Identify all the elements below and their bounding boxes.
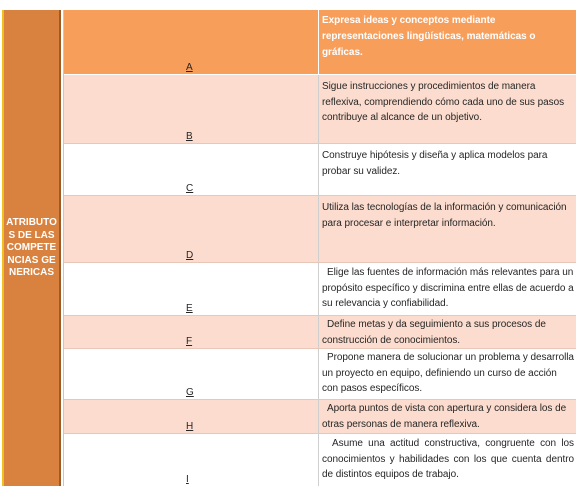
table-row-a — [64, 10, 576, 75]
letter-cell — [64, 316, 319, 348]
row-description: Aporta puntos de vista con apertura y considera los de otras personas de manera reflexiva. — [322, 403, 567, 430]
row-letter: C — [186, 183, 194, 194]
row-description: Define metas y da seguimiento a sus procesos de construcción de conocimientos. — [322, 319, 546, 346]
attributes-sidebar — [2, 10, 61, 486]
letter-cell — [64, 10, 319, 74]
table-row-h — [64, 400, 576, 434]
letter-cell — [64, 263, 319, 315]
attributes-sidebar-label: ATRIBUTOS DE LAS COMPETENCIAS GENERICAS — [6, 217, 57, 279]
row-letter: A — [186, 62, 193, 73]
row-letter: E — [186, 303, 193, 314]
letter-cell — [64, 196, 319, 262]
row-letter: I — [186, 474, 189, 485]
row-letter: G — [186, 387, 194, 398]
row-letter: H — [186, 421, 194, 432]
table-row-b — [64, 75, 576, 144]
letter-cell — [64, 144, 319, 195]
table-row-d — [64, 196, 576, 263]
row-description: Asume una actitud constructiva, congruente con los conocimientos y habilidades con los que cuenta dentro de distintos equipos de trabajo. — [322, 438, 574, 481]
letter-cell — [64, 434, 319, 486]
row-description: Elige las fuentes de información más relevantes para un propósito específico y discrimina entre ellas de acuerdo a su relevancia y confiabilidad. — [322, 267, 574, 310]
row-letter: D — [186, 250, 194, 261]
row-description: Construye hipótesis y diseña y aplica modelos para probar su validez. — [322, 150, 548, 177]
letter-cell — [64, 75, 319, 143]
attributes-table — [63, 10, 576, 486]
letter-cell — [64, 349, 319, 399]
table-row-e — [64, 263, 576, 316]
table-row-f — [64, 316, 576, 349]
table-row-c — [64, 144, 576, 196]
row-letter: B — [186, 131, 193, 142]
row-description: Propone manera de solucionar un problema y desarrolla un proyecto en equipo, definiendo un curso de acción con pasos específicos. — [322, 352, 574, 395]
letter-cell — [64, 400, 319, 433]
table-row-g — [64, 349, 576, 400]
row-description: Utiliza las tecnologías de la información y comunicación para procesar e interpretar información. — [322, 202, 567, 229]
row-letter: F — [186, 336, 193, 347]
row-description: Sigue instrucciones y procedimientos de manera reflexiva, comprendiendo cómo cada uno de sus pasos contribuye al alcance de un objetivo. — [322, 81, 565, 124]
row-description: Expresa ideas y conceptos mediante representaciones lingüísticas, matemáticas o gráficas. — [322, 15, 536, 58]
table-row-i — [64, 434, 576, 486]
